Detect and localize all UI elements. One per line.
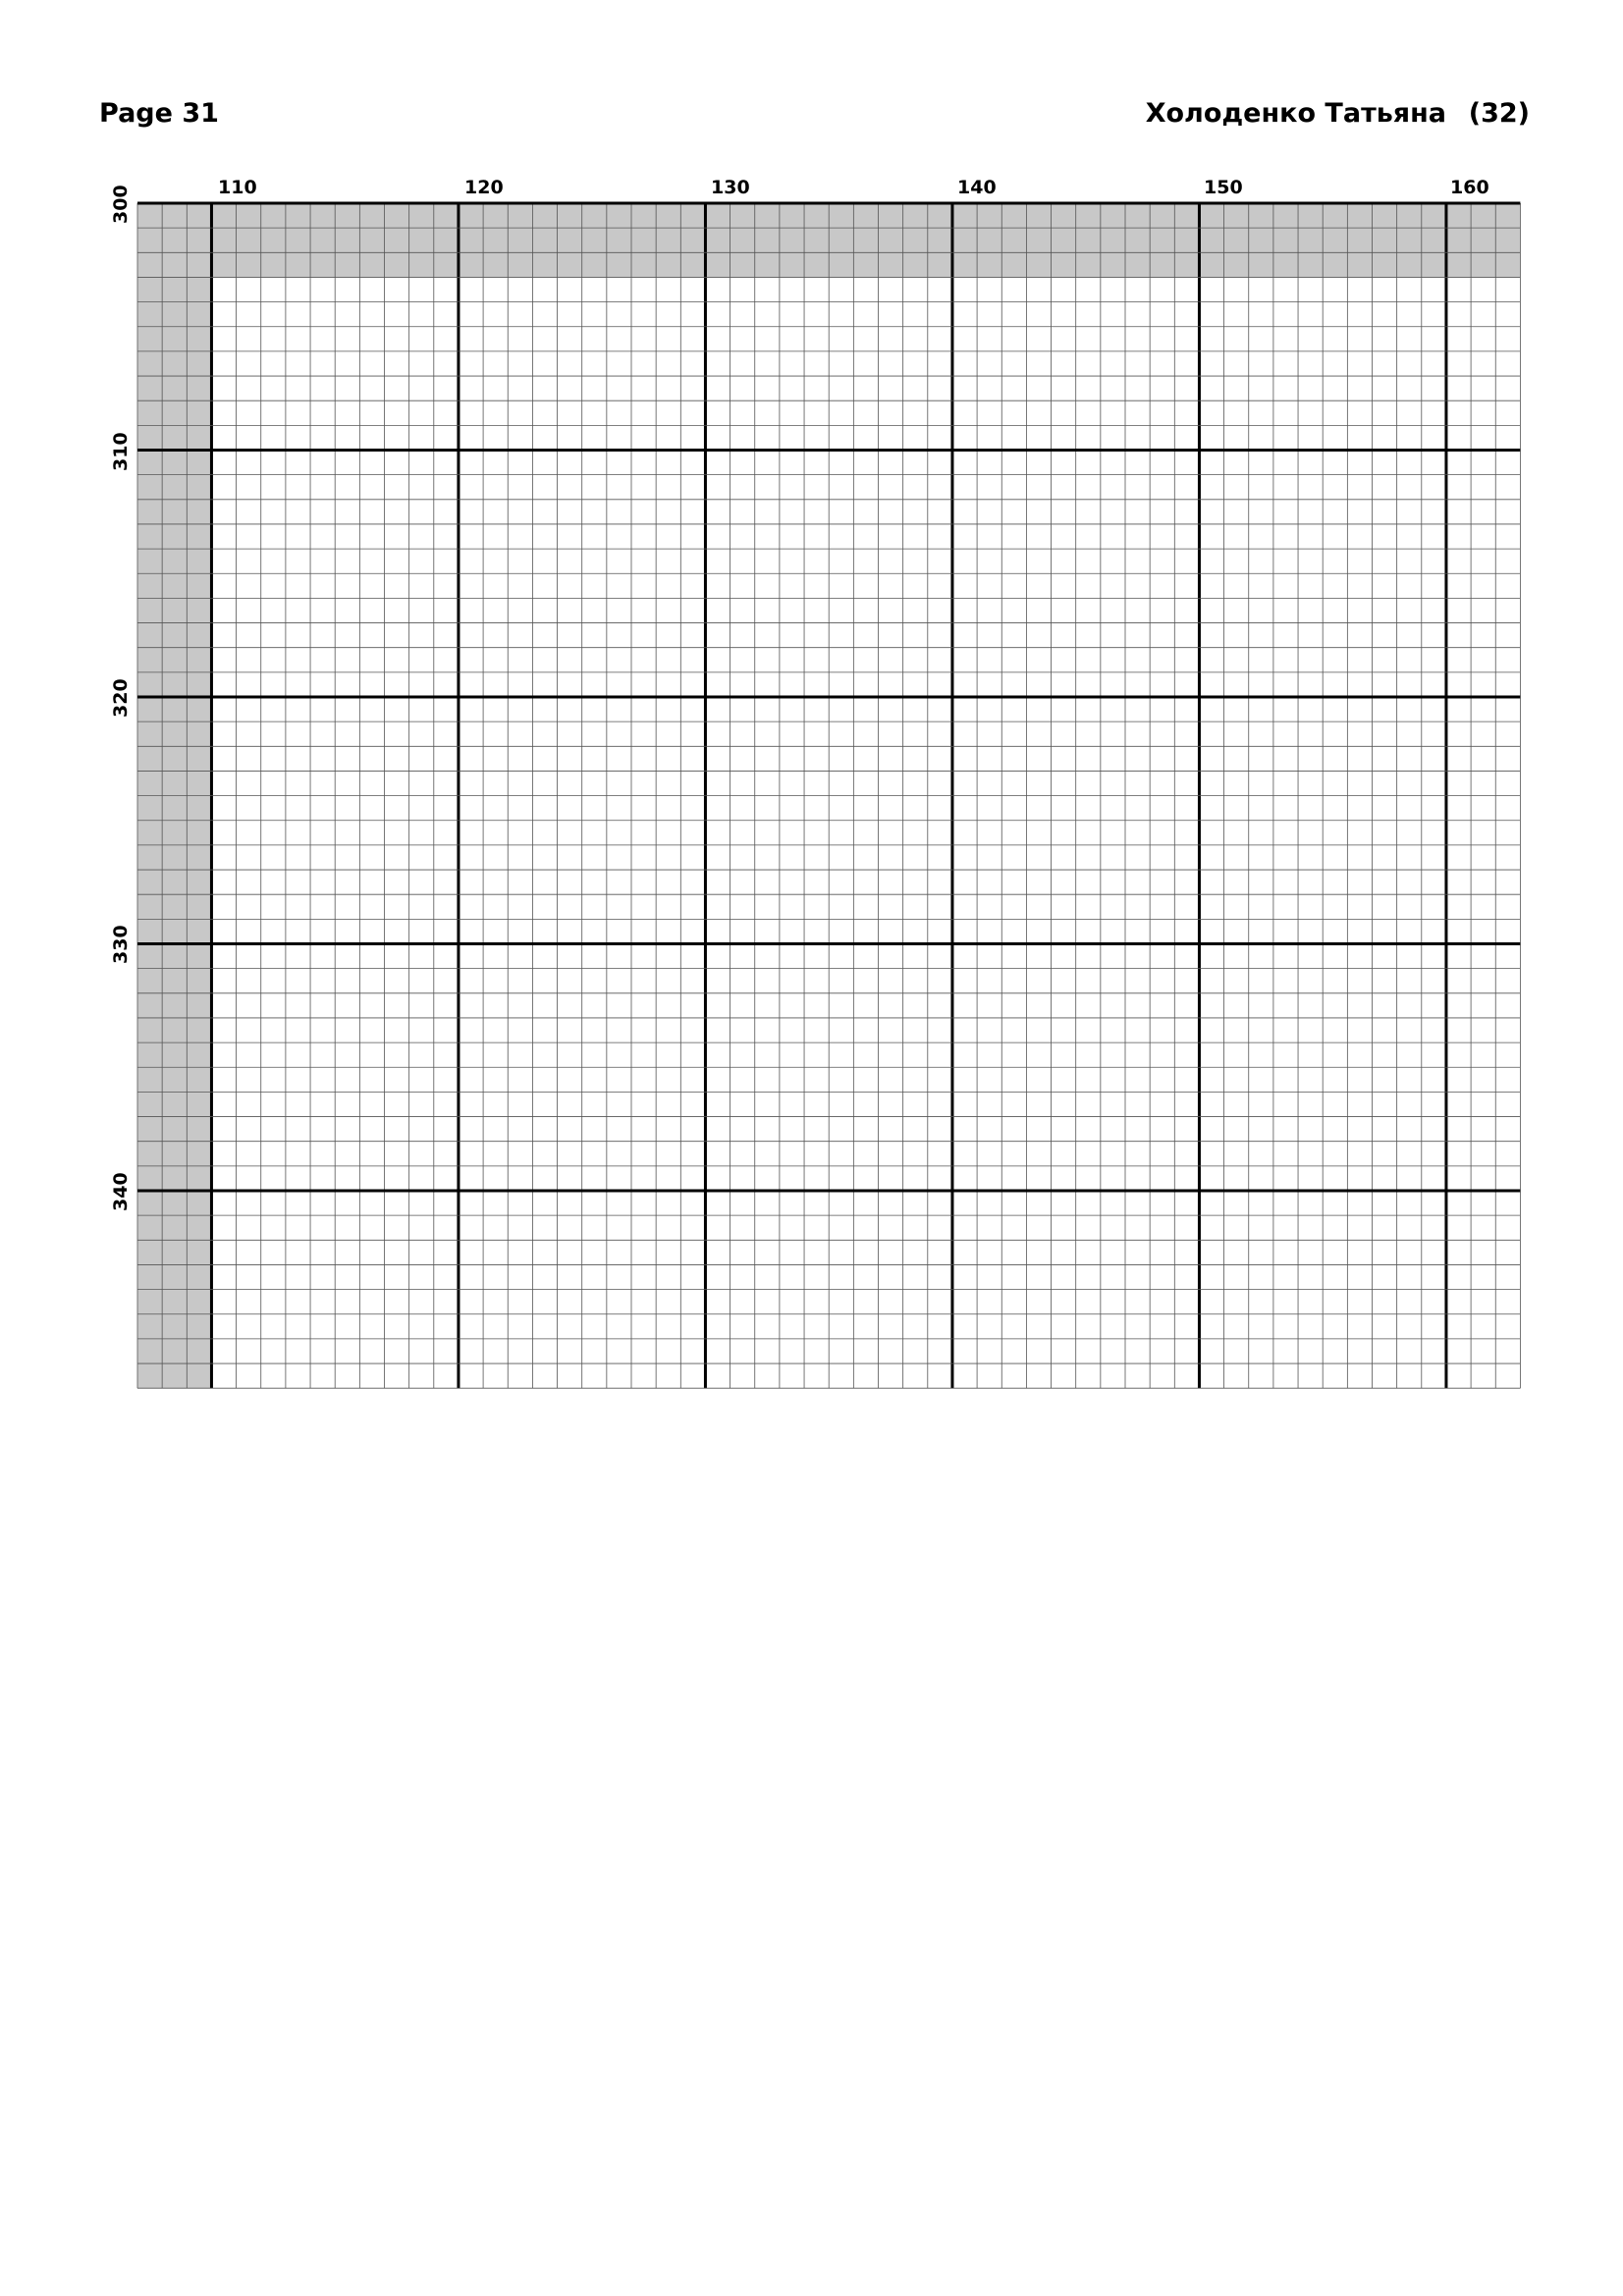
column-number-110: 110 <box>218 177 257 198</box>
column-number-160: 160 <box>1450 177 1489 198</box>
row-number-330: 330 <box>110 925 132 964</box>
column-number-130: 130 <box>711 177 750 198</box>
shaded-margin-columns <box>137 203 211 1388</box>
row-number-310: 310 <box>110 432 132 471</box>
column-number-150: 150 <box>1204 177 1243 198</box>
row-number-300: 300 <box>110 185 132 224</box>
column-number-120: 120 <box>464 177 504 198</box>
column-number-140: 140 <box>957 177 997 198</box>
row-number-320: 320 <box>110 678 132 718</box>
page-label: Page 31 <box>99 98 219 129</box>
author-name: Холоденко Татьяна <box>1145 98 1446 129</box>
shaded-margin-rows <box>137 203 1520 277</box>
page-number: (32) <box>1468 98 1530 129</box>
row-number-340: 340 <box>110 1172 132 1211</box>
